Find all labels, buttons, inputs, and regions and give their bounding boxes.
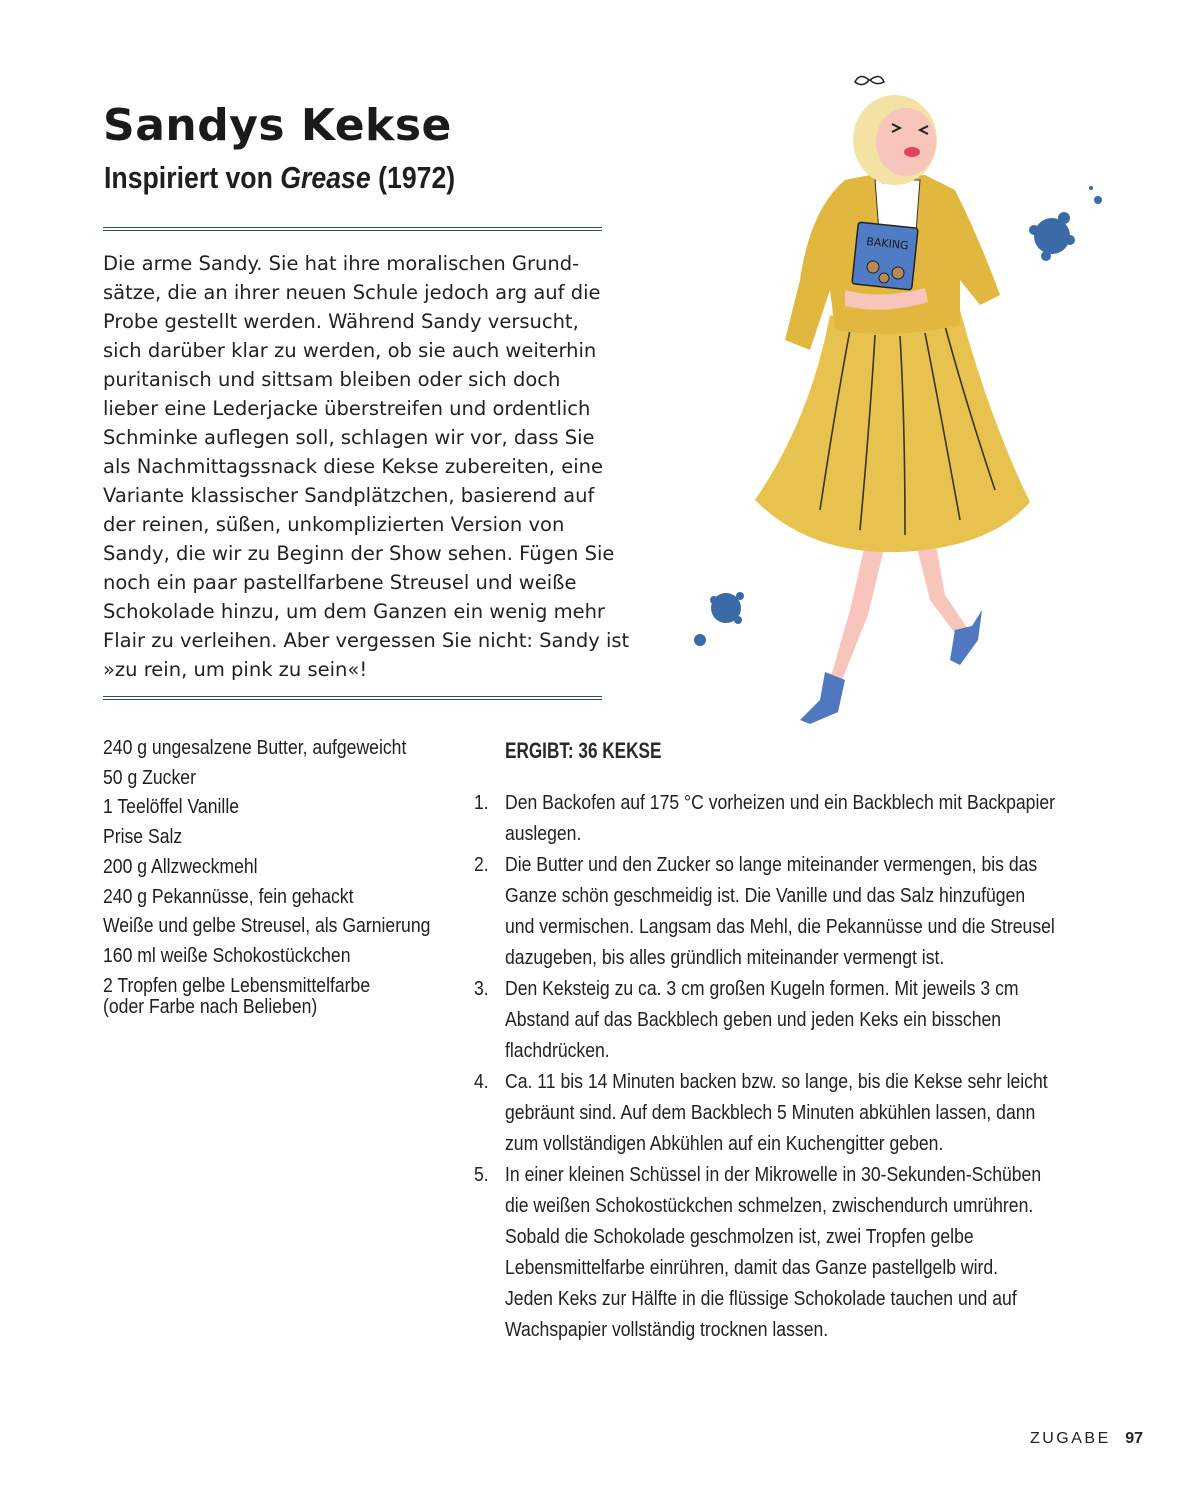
intro-paragraph: [103, 249, 630, 684]
step-text: [505, 974, 1055, 1067]
double-rule-top: [103, 227, 602, 231]
ingredient-line: 2 Tropfen gelbe Lebensmittelfarbe: [103, 974, 371, 997]
step-line: auslegen.: [505, 823, 582, 845]
intro-line: lieber eine Lederjacke überstreifen und ordentlich: [103, 397, 591, 420]
intro-line: Sandy, die wir zu Beginn der Show sehen. Fügen Sie: [103, 542, 615, 565]
step-line: Den Backofen auf 175 °C vorheizen und ein Backblech mit Backpapier: [505, 792, 1056, 814]
step-line: zum vollständigen Abkühlen auf ein Kuchengitter geben.: [505, 1133, 944, 1155]
intro-line: der reinen, süßen, unkomplizierten Version von: [103, 513, 565, 536]
ink-splatter-right: [1029, 186, 1102, 261]
cookie-icon: [879, 273, 889, 283]
ingredient-list: [103, 734, 430, 1018]
subtitle-film: Grease: [280, 160, 371, 195]
baking-book: [852, 222, 918, 290]
step-text: [505, 850, 1055, 974]
step-line: und vermischen. Langsam das Mehl, die Pekannüsse und die Streusel: [505, 916, 1055, 938]
left-leg: [830, 545, 885, 685]
double-rule-bottom: [103, 696, 602, 700]
step-line: Ca. 11 bis 14 Minuten backen bzw. so lange, bis die Kekse sehr leicht: [505, 1071, 1048, 1093]
intro-line: Die arme Sandy. Sie hat ihre moralischen Grund-: [103, 252, 580, 275]
step-number: 3.: [474, 978, 489, 1000]
right-leg: [915, 540, 970, 640]
recipe-title: Sandys Kekse: [103, 100, 452, 151]
cookie-icon: [867, 261, 879, 273]
footer-section-label: ZUGABE: [1029, 1430, 1111, 1447]
intro-line: sich darüber klar zu werden, ob sie auch weiterhin: [103, 339, 597, 362]
intro-line: sätze, die an ihrer neuen Schule jedoch arg auf die: [103, 281, 601, 304]
page-footer: [1030, 1430, 1143, 1448]
step-line: die weißen Schokostückchen schmelzen, zwischendurch umrühren.: [505, 1195, 1034, 1217]
step-number: 2.: [474, 854, 489, 876]
ingredient-item: Weiße und gelbe Streusel, als Garnierung: [103, 915, 431, 938]
ingredient-item: 50 g Zucker: [103, 766, 196, 789]
step-line: Ganze schön geschmeidig ist. Die Vanille und das Salz hinzufügen: [505, 885, 1026, 907]
ingredient-item: 200 g Allzweckmehl: [103, 855, 258, 878]
ingredient-item: Prise Salz: [103, 826, 183, 849]
step-line: Lebensmittelfarbe einrühren, damit das Ganze pastellgelb wird.: [505, 1257, 999, 1279]
step-line: In einer kleinen Schüssel in der Mikrowelle in 30-Sekunden-Schüben: [505, 1164, 1042, 1186]
intro-line: Probe gestellt werden. Während Sandy versucht,: [103, 310, 579, 333]
subtitle-year: (1972): [370, 160, 456, 195]
step-item: [474, 788, 1130, 850]
step-item: [474, 1067, 1130, 1160]
instruction-steps: [474, 788, 1130, 1346]
step-number: 1.: [474, 792, 489, 814]
subtitle-prefix: Inspiriert von: [104, 160, 281, 195]
step-line: Wachspapier vollständig trocknen lassen.: [505, 1319, 829, 1341]
ingredient-item: [103, 972, 430, 1018]
page-number: 97: [1125, 1430, 1143, 1447]
step-text: [505, 1160, 1055, 1346]
recipe-subtitle: [104, 160, 455, 196]
step-line: Jeden Keks zur Hälfte in die flüssige Schokolade tauchen und auf: [505, 1288, 1017, 1310]
step-text: [505, 1067, 1055, 1160]
left-shoe: [800, 672, 845, 724]
ingredient-item: 240 g Pekannüsse, fein gehackt: [103, 885, 354, 908]
intro-line: noch ein paar pastellfarbene Streusel und weiße: [103, 571, 577, 594]
yield-heading: ERGIBT: 36 KEKSE: [505, 738, 662, 763]
step-line: gebräunt sind. Auf dem Backblech 5 Minuten abkühlen lassen, dann: [505, 1102, 1036, 1124]
ingredient-item: 160 ml weiße Schokostückchen: [103, 944, 351, 967]
intro-line: »zu rein, um pink zu sein«!: [103, 658, 368, 681]
cookie-icon: [892, 267, 904, 279]
intro-line: Schokolade hinzu, um dem Ganzen ein wenig mehr: [103, 600, 605, 623]
step-line: Sobald die Schokolade geschmolzen ist, zwei Tropfen gelbe: [505, 1226, 974, 1248]
book-label: BAKING: [865, 235, 910, 253]
step-item: [474, 1160, 1130, 1346]
ingredient-item: 240 g ungesalzene Butter, aufgeweicht: [103, 737, 407, 759]
step-number: 4.: [474, 1071, 489, 1093]
step-line: flachdrücken.: [505, 1040, 610, 1062]
intro-line: als Nachmittagssnack diese Kekse zubereiten, eine: [103, 455, 603, 478]
step-text: [505, 788, 1055, 850]
ingredient-item: 1 Teelöffel Vanille: [103, 796, 240, 819]
yellow-skirt: [755, 310, 1030, 552]
hair-bow: [855, 76, 884, 84]
ink-splatter-left: [694, 592, 744, 646]
intro-line: puritanisch und sittsam bleiben oder sich doch: [103, 368, 561, 391]
intro-line: Schminke auflegen soll, schlagen wir vor, dass Sie: [103, 426, 595, 449]
step-line: Die Butter und den Zucker so lange miteinander vermengen, bis das: [505, 854, 1038, 876]
face: [876, 108, 936, 176]
intro-line: Variante klassischer Sandplätzchen, basierend auf: [103, 484, 595, 507]
sandy-illustration: [660, 40, 1130, 740]
ingredient-line: (oder Farbe nach Belieben): [103, 995, 318, 1018]
step-item: [474, 850, 1130, 974]
step-line: Abstand auf das Backblech geben und jeden Keks ein bisschen: [505, 1009, 1002, 1031]
step-line: Den Keksteig zu ca. 3 cm großen Kugeln formen. Mit jeweils 3 cm: [505, 978, 1019, 1000]
intro-line: Flair zu verleihen. Aber vergessen Sie nicht: Sandy ist: [103, 629, 630, 652]
step-item: [474, 974, 1130, 1067]
step-number: 5.: [474, 1164, 489, 1186]
lips: [904, 147, 920, 157]
step-line: dazugeben, bis alles gründlich miteinander vermengt ist.: [505, 947, 945, 969]
